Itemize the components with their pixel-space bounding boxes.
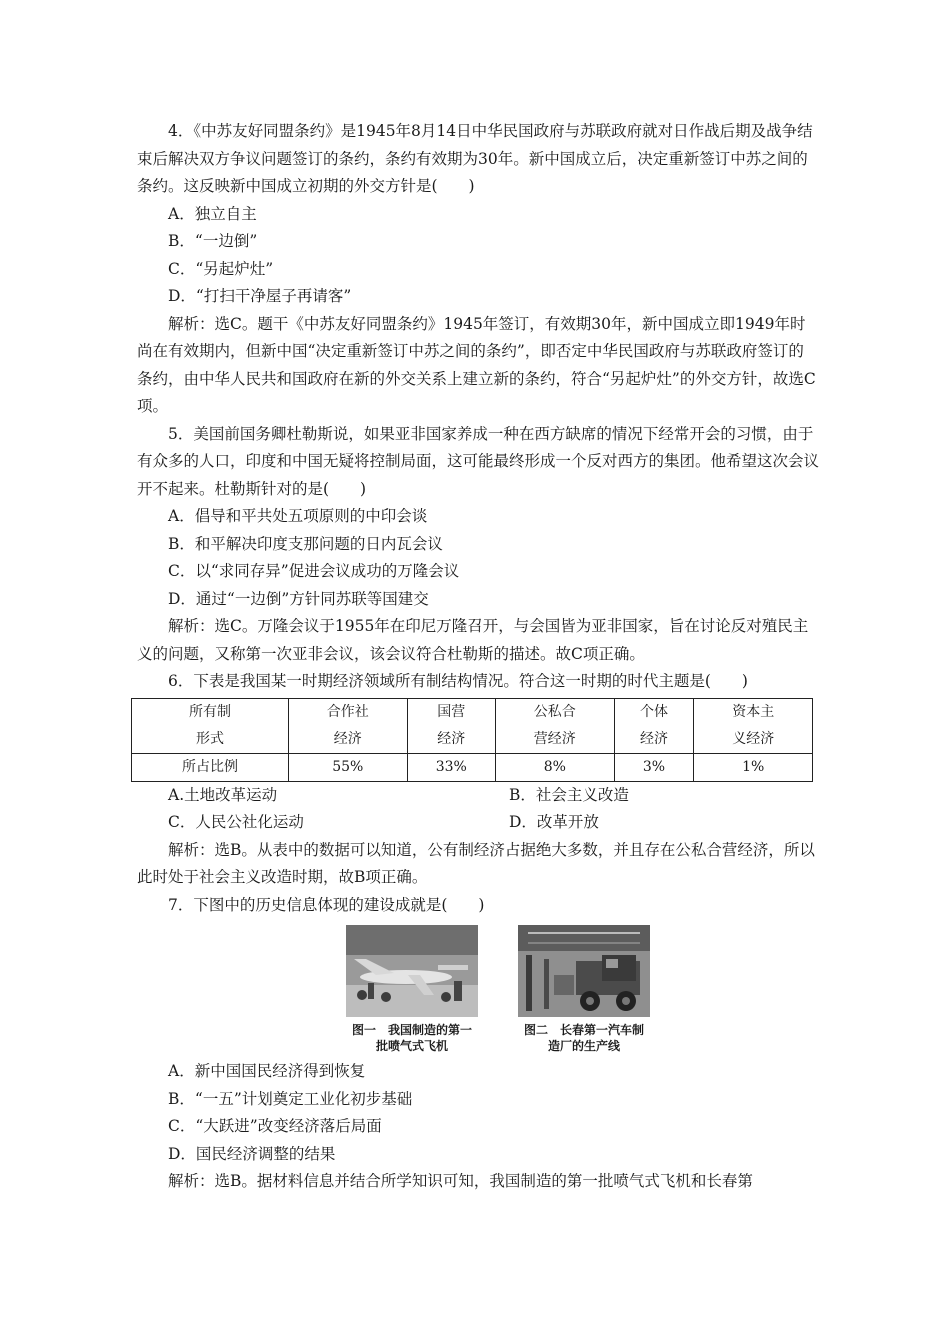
table-header-row (132, 698, 813, 753)
q6-stem: 6．下表是我国某一时期经济领域所有制结构情况。符合这一时期的时代主题是( ) (168, 672, 748, 690)
q6-option-d: D．改革开放 (509, 813, 599, 831)
table-row (132, 753, 813, 781)
q5-option-c: C．以“求同存异”促进会议成功的万隆会议 (168, 562, 460, 580)
table-cell: 1% (694, 753, 813, 781)
q7-option-a: A．新中国国民经济得到恢复 (168, 1062, 366, 1080)
table-header-cell: 公私合 营经济 (496, 698, 614, 753)
q5-option-d: D．通过“一边倒”方针同苏联等国建交 (168, 589, 429, 608)
table-header-cell: 资本主 义经济 (694, 698, 813, 753)
table-header-cell: 国营 经济 (407, 698, 496, 753)
q7-option-d: D．国民经济调整的结果 (168, 1144, 336, 1163)
q4-stem: 4．《中苏友好同盟条约》是1945年8月14日中华民国政府与苏联政府就对日作战后期及战争结束后解决双方争议问题签订的条约，条约有效期为30年。新中国成立后，决定重新签订中苏之间的条约。这反映新中国成立初期的外交方针是( ) (137, 122, 813, 195)
q4-option-b: B．“一边倒” (168, 232, 258, 250)
q4-option-d: D．“打扫干净屋子再请客” (168, 287, 352, 305)
table-header-cell: 所有制 形式 (132, 698, 289, 753)
table-cell: 55% (289, 753, 407, 781)
q7-stem: 7．下图中的历史信息体现的建设成就是( ) (168, 895, 485, 914)
q4-analysis: 解析：选C。题干《中苏友好同盟条约》1945年签订，有效期30年，新中国成立即1949年时尚在有效期内，但新中国“决定重新签订中苏之间的条约”，即否定中华民国政府与苏联政府签订的条约，由中华人民共和国政府在新的外交关系上建立新的条约，符合“另起炉灶”的外交方针，故选C项。 (137, 314, 816, 415)
q6-option-b: B．社会主义改造 (509, 785, 629, 804)
q6-option-a: A.土地改革运动 (168, 785, 278, 804)
q5-option-b: B．和平解决印度支那问题的日内瓦会议 (168, 534, 443, 553)
jet-aircraft-photo (346, 925, 478, 1017)
ownership-table (131, 698, 813, 782)
q7-option-b: B．“一五”计划奠定工业化初步基础 (168, 1089, 413, 1108)
table-cell: 8% (496, 753, 614, 781)
q5-option-a: A．倡导和平共处五项原则的中印会谈 (168, 507, 428, 525)
figure-1 (342, 925, 482, 1054)
table-header-cell: 合作社 经济 (289, 698, 407, 753)
figure-2-caption: 图二 长春第一汽车制 造厂的生产线 (523, 1023, 644, 1053)
document-page (137, 118, 819, 1196)
table-cell: 33% (407, 753, 496, 781)
q6-option-c: C．人民公社化运动 (168, 813, 304, 831)
table-header-cell: 个体 经济 (614, 698, 694, 753)
truck-production-line-photo (518, 925, 650, 1017)
q7-figures (137, 925, 819, 1054)
q5-analysis: 解析：选C。万隆会议于1955年在印尼万隆召开，与会国皆为亚非国家，旨在讨论反对殖民主义的问题，又称第一次亚非会议，该会议符合杜勒斯的描述。故C项正确。 (137, 617, 809, 663)
q6-options-row-1 (137, 782, 819, 810)
figure-2 (514, 925, 654, 1054)
q4-option-c: C．“另起炉灶” (168, 259, 274, 278)
q4-option-a: A．独立自主 (168, 204, 257, 223)
q6-analysis: 解析：选B。从表中的数据可以知道，公有制经济占据绝大多数，并且存在公私合营经济，所以此时处于社会主义改造时期，故B项正确。 (137, 840, 815, 886)
q7-option-c: C．“大跃进”改变经济落后局面 (168, 1117, 382, 1135)
table-cell: 所占比例 (132, 753, 289, 781)
q5-stem: 5．美国前国务卿杜勒斯说，如果亚非国家养成一种在西方缺席的情况下经常开会的习惯，由于有众多的人口，印度和中国无疑将控制局面，这可能最终形成一个反对西方的集团。他希望这次会议开不起来。杜勒斯针对的是( ) (137, 424, 820, 498)
q7-analysis: 解析：选B。据材料信息并结合所学知识可知，我国制造的第一批喷气式飞机和长春第 (168, 1172, 753, 1190)
q6-options-row-2 (137, 809, 819, 837)
table-cell: 3% (614, 753, 694, 781)
figure-1-caption: 图一 我国制造的第一 批喷气式飞机 (351, 1023, 472, 1053)
